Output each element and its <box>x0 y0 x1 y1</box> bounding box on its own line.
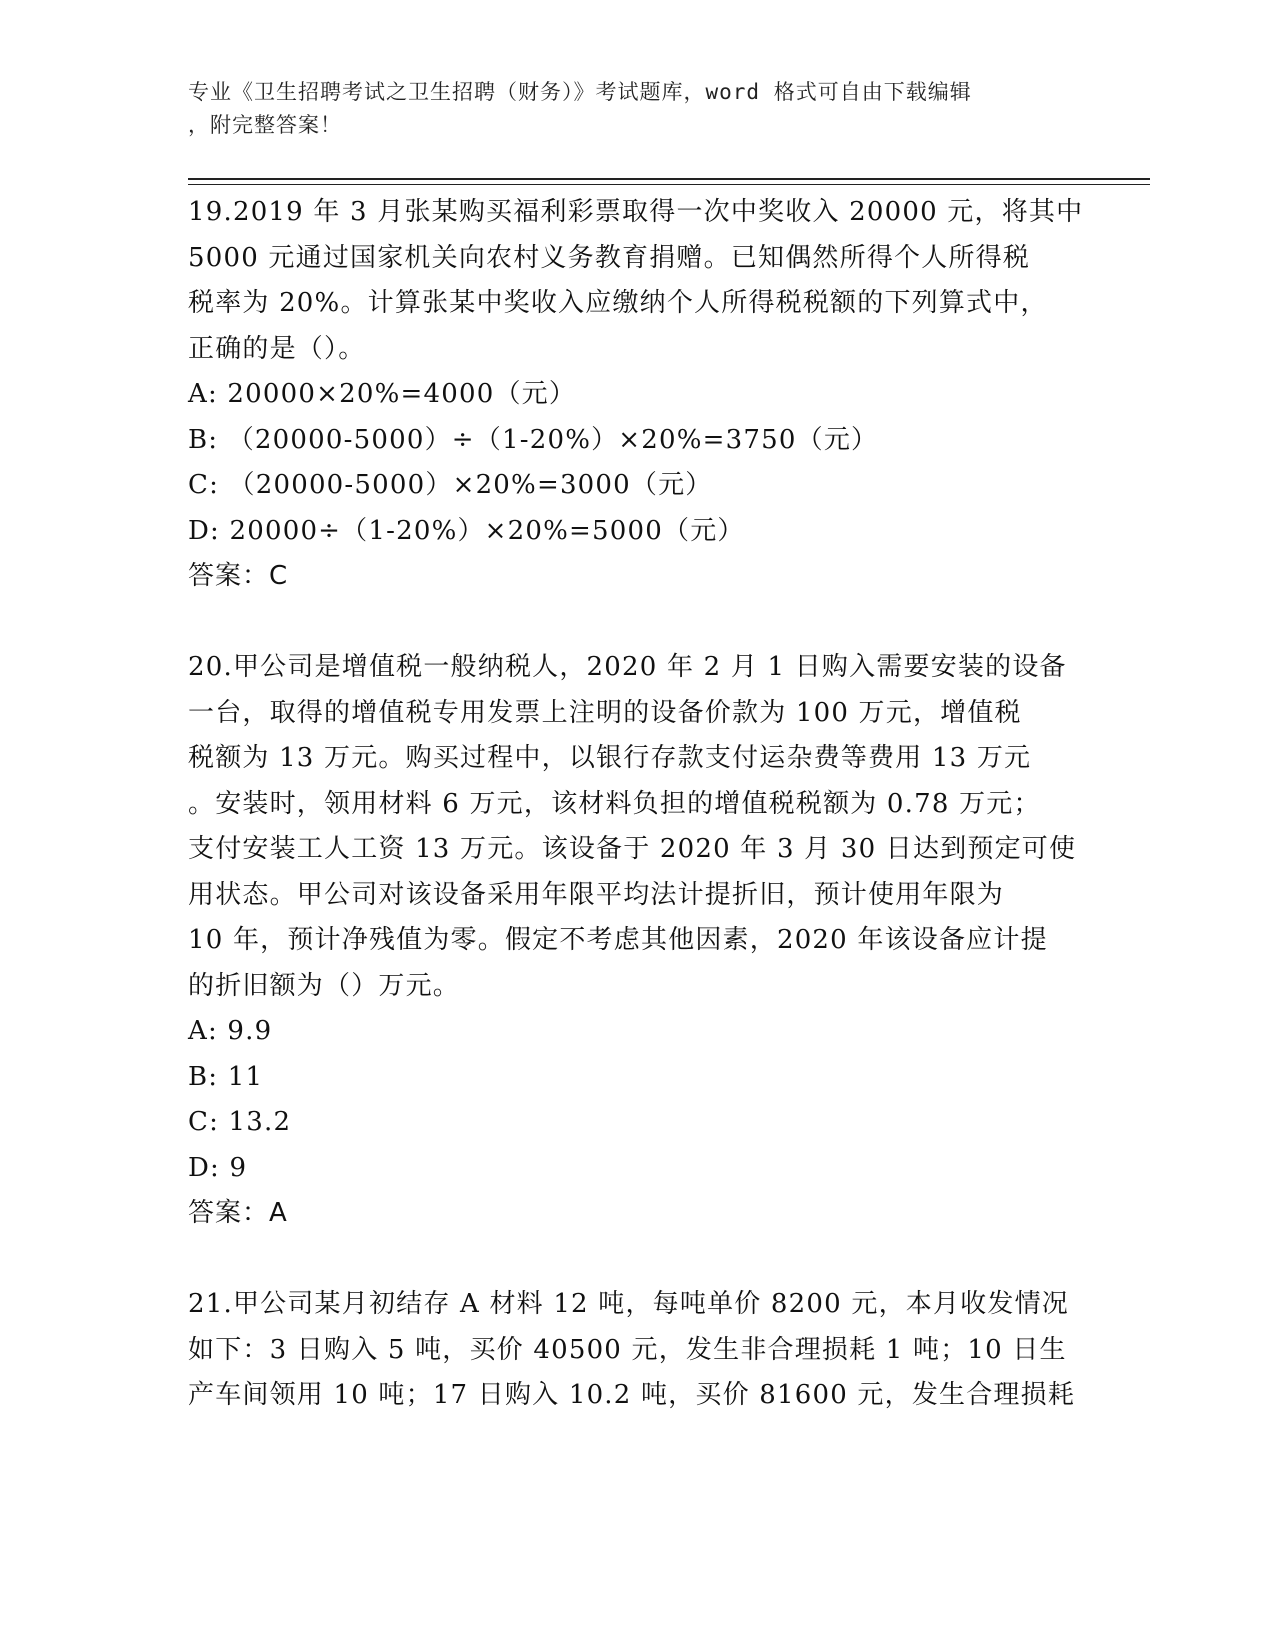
question-20 <box>188 645 1088 1237</box>
question-line: 一台，取得的增值税专用发票上注明的设备价款为 100 万元，增值税 <box>188 697 1022 728</box>
option-a: A: 9.9 <box>188 1016 273 1046</box>
question-line: 用状态。甲公司对该设备采用年限平均法计提折旧，预计使用年限为 <box>188 879 1005 910</box>
option-b: B: （20000-5000）÷（1-20%）×20%=3750（元） <box>188 424 879 455</box>
answer-label: 答案：C <box>188 561 289 591</box>
header-divider-thin <box>188 184 1150 185</box>
question-line: 19.2019 年 3 月张某购买福利彩票取得一次中奖收入 20000 元，将其中 <box>188 197 1084 227</box>
option-d: D: 9 <box>188 1152 248 1183</box>
document-header <box>188 76 1088 142</box>
header-line-1: 专业《卫生招聘考试之卫生招聘（财务）》考试题库，word 格式可自由下载编辑 <box>188 80 972 104</box>
question-line: 5000 元通过国家机关向农村义务教育捐赠。已知偶然所得个人所得税 <box>188 242 1031 273</box>
question-line: 10 年，预计净残值为零。假定不考虑其他因素，2020 年该设备应计提 <box>188 925 1048 955</box>
question-line: 20.甲公司是增值税一般纳税人，2020 年 2 月 1 日购入需要安装的设备 <box>188 652 1067 682</box>
question-line: 21.甲公司某月初结存 A 材料 12 吨，每吨单价 8200 元，本月收发情况 <box>188 1289 1069 1319</box>
question-line: 产车间领用 10 吨；17 日购入 10.2 吨，买价 81600 元，发生合理损耗 <box>188 1380 1076 1410</box>
option-c: C: （20000-5000）×20%=3000（元） <box>188 470 713 500</box>
question-21 <box>188 1282 1088 1419</box>
question-line: 税额为 13 万元。购买过程中，以银行存款支付运杂费等费用 13 万元 <box>188 743 1032 773</box>
question-line: 的折旧额为（）万元。 <box>188 970 461 1001</box>
option-d: D: 20000÷（1-20%）×20%=5000（元） <box>188 515 745 546</box>
header-line-2: ，附完整答案！ <box>188 113 342 137</box>
option-b: B: 11 <box>188 1061 264 1092</box>
question-line: 正确的是（）。 <box>188 333 366 364</box>
question-line: 税率为 20%。计算张某中奖收入应缴纳个人所得税税额的下列算式中， <box>188 288 1048 318</box>
question-19 <box>188 190 1088 600</box>
question-line: 如下：3 日购入 5 吨，买价 40500 元，发生非合理损耗 1 吨；10 日生 <box>188 1334 1067 1365</box>
header-divider-thick <box>188 178 1150 180</box>
option-a: A: 20000×20%=4000（元） <box>188 379 577 409</box>
option-c: C: 13.2 <box>188 1107 292 1137</box>
question-list <box>188 190 1088 1419</box>
question-spacer <box>188 1237 1088 1283</box>
question-spacer <box>188 600 1088 646</box>
question-line: 支付安装工人工资 13 万元。该设备于 2020 年 3 月 30 日达到预定可使 <box>188 834 1077 864</box>
question-line: 。安装时，领用材料 6 万元，该材料负担的增值税税额为 0.78 万元； <box>188 788 1041 819</box>
answer-label: 答案：A <box>188 1198 288 1228</box>
